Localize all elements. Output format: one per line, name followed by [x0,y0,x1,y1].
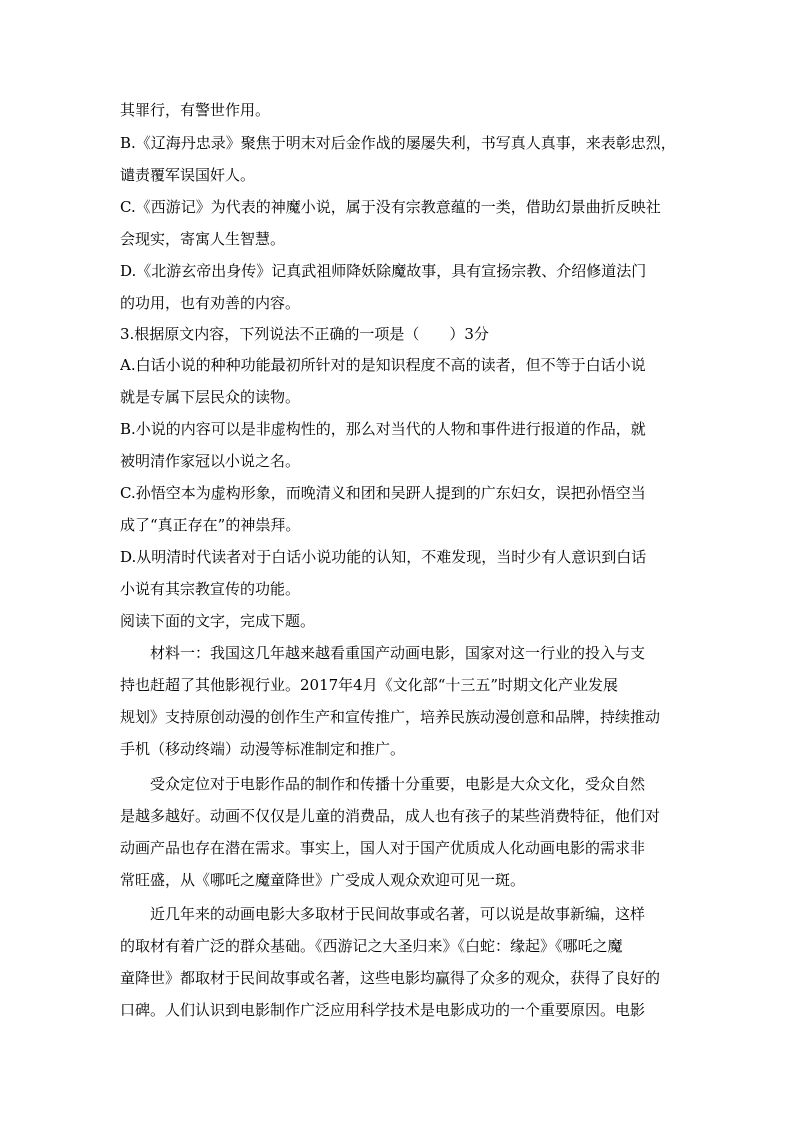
text-line: 近几年来的动画电影大多取材于民间故事或名著，可以说是故事新编，这样 [150,905,646,923]
text-line: 受众定位对于电影作品的制作和传播十分重要，电影是大众文化，受众自然 [150,775,646,793]
text-line: 持也赶超了其他影视行业。2017年4月《文化部“十三五”时期文化产业发展 [120,676,619,694]
text-line: 就是专属下层民众的读物。 [120,388,301,406]
text-line: D.《北游玄帝出身传》记真武祖师降妖除魔故事，具有宣扬宗教、介绍修道法门 [120,262,647,280]
text-line: 材料一：我国这几年越来越看重国产动画电影，国家对这一行业的投入与支 [150,644,646,662]
section-instruction: 阅读下面的文字，完成下题。 [120,612,316,630]
text-line: 童降世》都取材于民间故事或名著，这些电影均赢得了众多的观众，获得了良好的 [120,969,661,987]
text-line: 被明清作家冠以小说之名。 [120,452,301,470]
text-line: 小说有其宗教宣传的功能。 [120,580,301,598]
text-line: C.孙悟空本为虚构形象，而晚清义和团和吴趼人提到的广东妇女，误把孙悟空当 [120,484,646,502]
text-line: 规划》支持原创动漫的创作生产和宣传推广，培养民族动漫创意和品牌，持续推动 [120,708,661,726]
text-line: A.白话小说的种种功能最初所针对的是知识程度不高的读者，但不等于白话小说 [120,356,646,374]
text-line: B.小说的内容可以是非虚构性的，那么对当代的人物和事件进行报道的作品，就 [120,420,646,438]
text-line: 成了“真正存在”的神祟拜。 [120,516,301,534]
text-line: C.《西游记》为代表的神魔小说，属于没有宗教意蕴的一类，借助幻景曲折反映社 [120,198,661,216]
text-line: D.从明清时代读者对于白话小说功能的认知，不难发现，当时少有人意识到白话 [120,548,647,566]
text-line: B.《辽海丹忠录》聚焦于明末对后金作战的屡屡失利，书写真人真事，来表彰忠烈， [120,134,676,152]
text-line: 是越多越好。动画不仅仅是儿童的消费品，成人也有孩子的某些消费特征，他们对 [120,807,661,825]
text-line: 谴责覆军误国奸人。 [120,166,256,184]
text-line: 口碑。人们认识到电影制作广泛应用科学技术是电影成功的一个重要原因。电影 [120,1001,646,1019]
text-line: 会现实，寄寓人生智慧。 [120,230,286,248]
text-line: 常旺盛，从《哪吒之魔童降世》广受成人观众欢迎可见一斑。 [120,871,526,889]
text-line: 其罪行，有警世作用。 [120,101,271,119]
text-line: 的取材有着广泛的群众基础。《西游记之大圣归来》《白蛇：缘起》《哪吒之魔 [120,937,623,955]
text-line: 手机（移动终端）动漫等标准制定和推广。 [120,740,406,758]
text-line: 动画产品也存在潜在需求。事实上，国人对于国产优质成人化动画电影的需求非 [120,839,646,857]
question-stem: 3.根据原文内容，下列说法不正确的一项是（ ）3分 [120,325,489,343]
text-line: 的功用，也有劝善的内容。 [120,294,301,312]
